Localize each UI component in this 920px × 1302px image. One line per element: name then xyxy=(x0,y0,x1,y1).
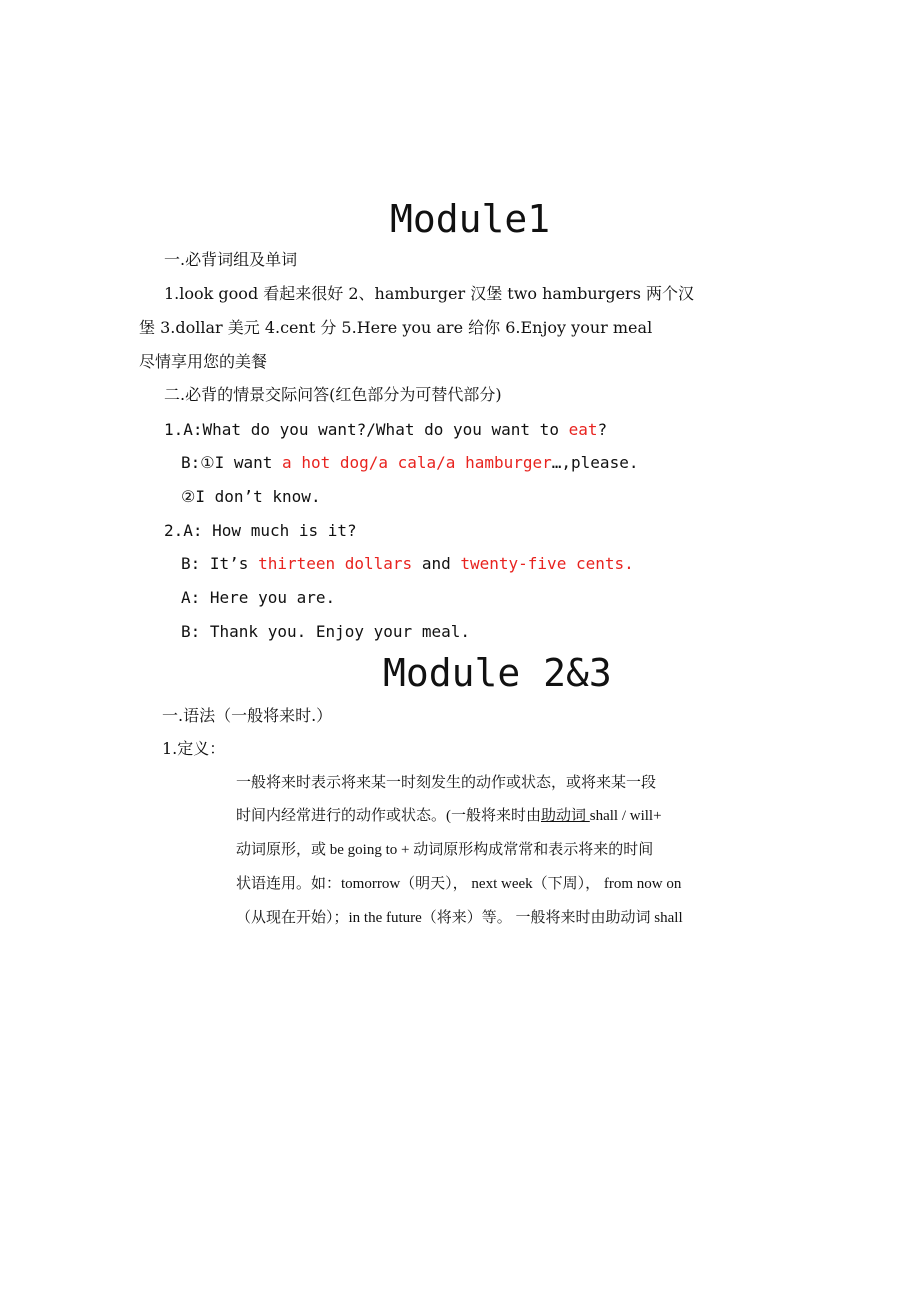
definition-heading: 1.定义： xyxy=(162,739,226,758)
grammar-heading: 一.语法（一般将来时.） xyxy=(162,706,333,725)
dialogue-2-answer-text: B: It’s xyxy=(181,554,259,573)
dialogue-1-answer xyxy=(181,451,638,475)
definition-line-2-text: 时间内经常进行的动作或状态。(一般将来时由 xyxy=(236,808,541,824)
vocab-heading: 一.必背词组及单词 xyxy=(164,250,298,269)
definition-line-2 xyxy=(236,804,662,828)
dialogue-2-question: 2.A: How much is it? xyxy=(164,521,357,540)
vocab-line-1: 1.look good 看起来很好 2、hamburger 汉堡 two hamburgers 两个汉 xyxy=(164,284,694,303)
dialogue-2-reply: A: Here you are. xyxy=(181,588,336,607)
dialogue-2-answer-replaceable-1: thirteen dollars xyxy=(258,554,413,573)
module1-title: Module1 xyxy=(390,197,551,241)
dialogue-1-question-replaceable: eat xyxy=(568,420,598,439)
definition-line-5: （从现在开始）；in the future（将来）等。 一般将来时由助动词 shall xyxy=(236,910,683,926)
definition-line-3: 动词原形，或 be going to + 动词原形构成常常和表示将来的时间 xyxy=(236,842,654,858)
definition-line-2-end: shall / will+ xyxy=(589,808,662,824)
dialogue-1-question xyxy=(164,418,607,442)
dialogue-1-question-text: 1.A:What do you want?/What do you want to xyxy=(164,420,569,439)
dialogue-1-answer-end: …,please. xyxy=(551,453,639,472)
dialogue-1-answer-replaceable: a hot dog/a cala/a hamburger xyxy=(282,453,552,472)
dialogue-2-answer xyxy=(181,552,634,576)
module23-title: Module 2&3 xyxy=(383,651,612,695)
dialogue-2-answer-mid: and xyxy=(412,554,461,573)
definition-line-4: 状语连用。如：tomorrow（明天）， next week（下周）， from now on xyxy=(236,876,682,892)
dialogue-1-answer-text: B:①I want xyxy=(181,453,283,472)
dialogue-2-answer-replaceable-2: twenty-five cents. xyxy=(460,554,634,573)
dialogue-2-thanks: B: Thank you. Enjoy your meal. xyxy=(181,622,470,641)
dialogue-heading: 二.必背的情景交际问答(红色部分为可替代部分) xyxy=(164,385,502,404)
dialogue-1-question-end: ? xyxy=(597,420,608,439)
vocab-line-2: 堡 3.dollar 美元 4.cent 分 5.Here you are 给你 6.Enjoy your meal xyxy=(139,318,653,337)
auxiliary-verb-term: 助动词 xyxy=(541,808,590,824)
dialogue-1-answer-2: ②I don’t know. xyxy=(181,487,321,506)
definition-line-1: 一般将来时表示将来某一时刻发生的动作或状态，或将来某一段 xyxy=(236,775,657,791)
vocab-line-3: 尽情享用您的美餐 xyxy=(139,352,268,371)
